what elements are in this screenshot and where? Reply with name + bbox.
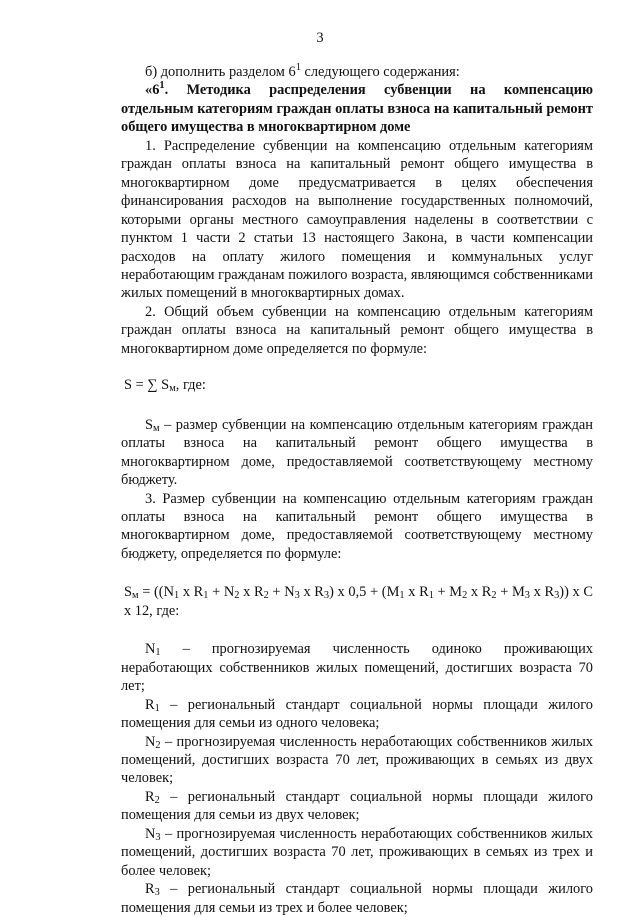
definition-r1: $R_1$ – региональный стандарт социальной нормы площади жилого помещения для семьи из одного человека; <box>121 696 593 732</box>
definition-sm: $S_м$ – размер субвенции на компенсацию отдельным категориям граждан оплаты взноса на капитальный ремонт общего имущества в многоквартирном доме, предоставляемой соответствующему местному бюджету. <box>121 416 593 489</box>
paragraph-3: 3. Размер субвенции на компенсацию отдельным категориям граждан оплаты взноса на капитальный ремонт общего имущества в многоквартирном доме, предоставляемой соответствующему местному бюджету, определяется по формуле: <box>121 490 593 562</box>
definition-n2: $N_2$ – прогнозируемая численность неработающих собственников жилых помещений, достигших возраста 70 лет, проживающих в семьях из двух человек; <box>121 733 593 787</box>
definition-n3: $N_3$ – прогнозируемая численность неработающих собственников жилых помещений, достигших возраста 70 лет, проживающих в семьях из трех и более человек; <box>121 825 593 879</box>
definition-n1: $N_1$ – прогнозируемая численность одиноко проживающих неработающих собственников жилых помещений, достигших возраста 70 лет; <box>121 641 593 695</box>
amendment-intro: б) дополнить разделом $6^1$ следующего содержания: <box>145 62 460 80</box>
definition-r3: $R_3$ – региональный стандарт социальной нормы площади жилого помещения для семьи из трех и более человек; <box>121 881 593 916</box>
definition-r2: $R_2$ – региональный стандарт социальной нормы площади жилого помещения для семьи из двух человек; <box>121 788 593 824</box>
page-number: 3 <box>316 30 324 46</box>
formula-total: S = ∑ $S_м$, где: <box>124 377 206 395</box>
paragraph-2: 2. Общий объем субвенции на компенсацию отдельным категориям граждан оплаты взноса на капитальный ремонт общего имущества в многоквартирном доме определяется по формуле: <box>121 303 593 357</box>
formula-municipal: $S_м = ((N_1$ x $R_1 + N_2$ x $R_2 + N_3$ x $R_3$) x $0,5 + (M_1$ x $R_1 + M_2$ x $R_2 + M_3$ x $R_3$)) x C x 12, где: <box>124 584 593 619</box>
paragraph-1: 1. Распределение субвенции на компенсацию отдельным категориям граждан оплаты взноса на капитальный ремонт общего имущества в многоквартирном доме предусматривается в целях обеспечения финансирования расходов на выполнение государственных полномочий, которыми органы местного самоуправления наделены в соответствии с пунктом 1 части 2 статьи 13 настоящего Закона, в части компенсации расходов на оплату жилого помещения и коммунальных услуг неработающим гражданам пожилого возраста, являющимся собственниками жилых помещений в многоквартирных домах. <box>121 137 593 302</box>
document-body <box>121 63 593 917</box>
section-heading: «$6^1$. Методика распределения субвенции на компенсацию отдельным категориям граждан оплаты взноса на капитальный ремонт общего имущества в многоквартирном доме <box>121 80 593 136</box>
